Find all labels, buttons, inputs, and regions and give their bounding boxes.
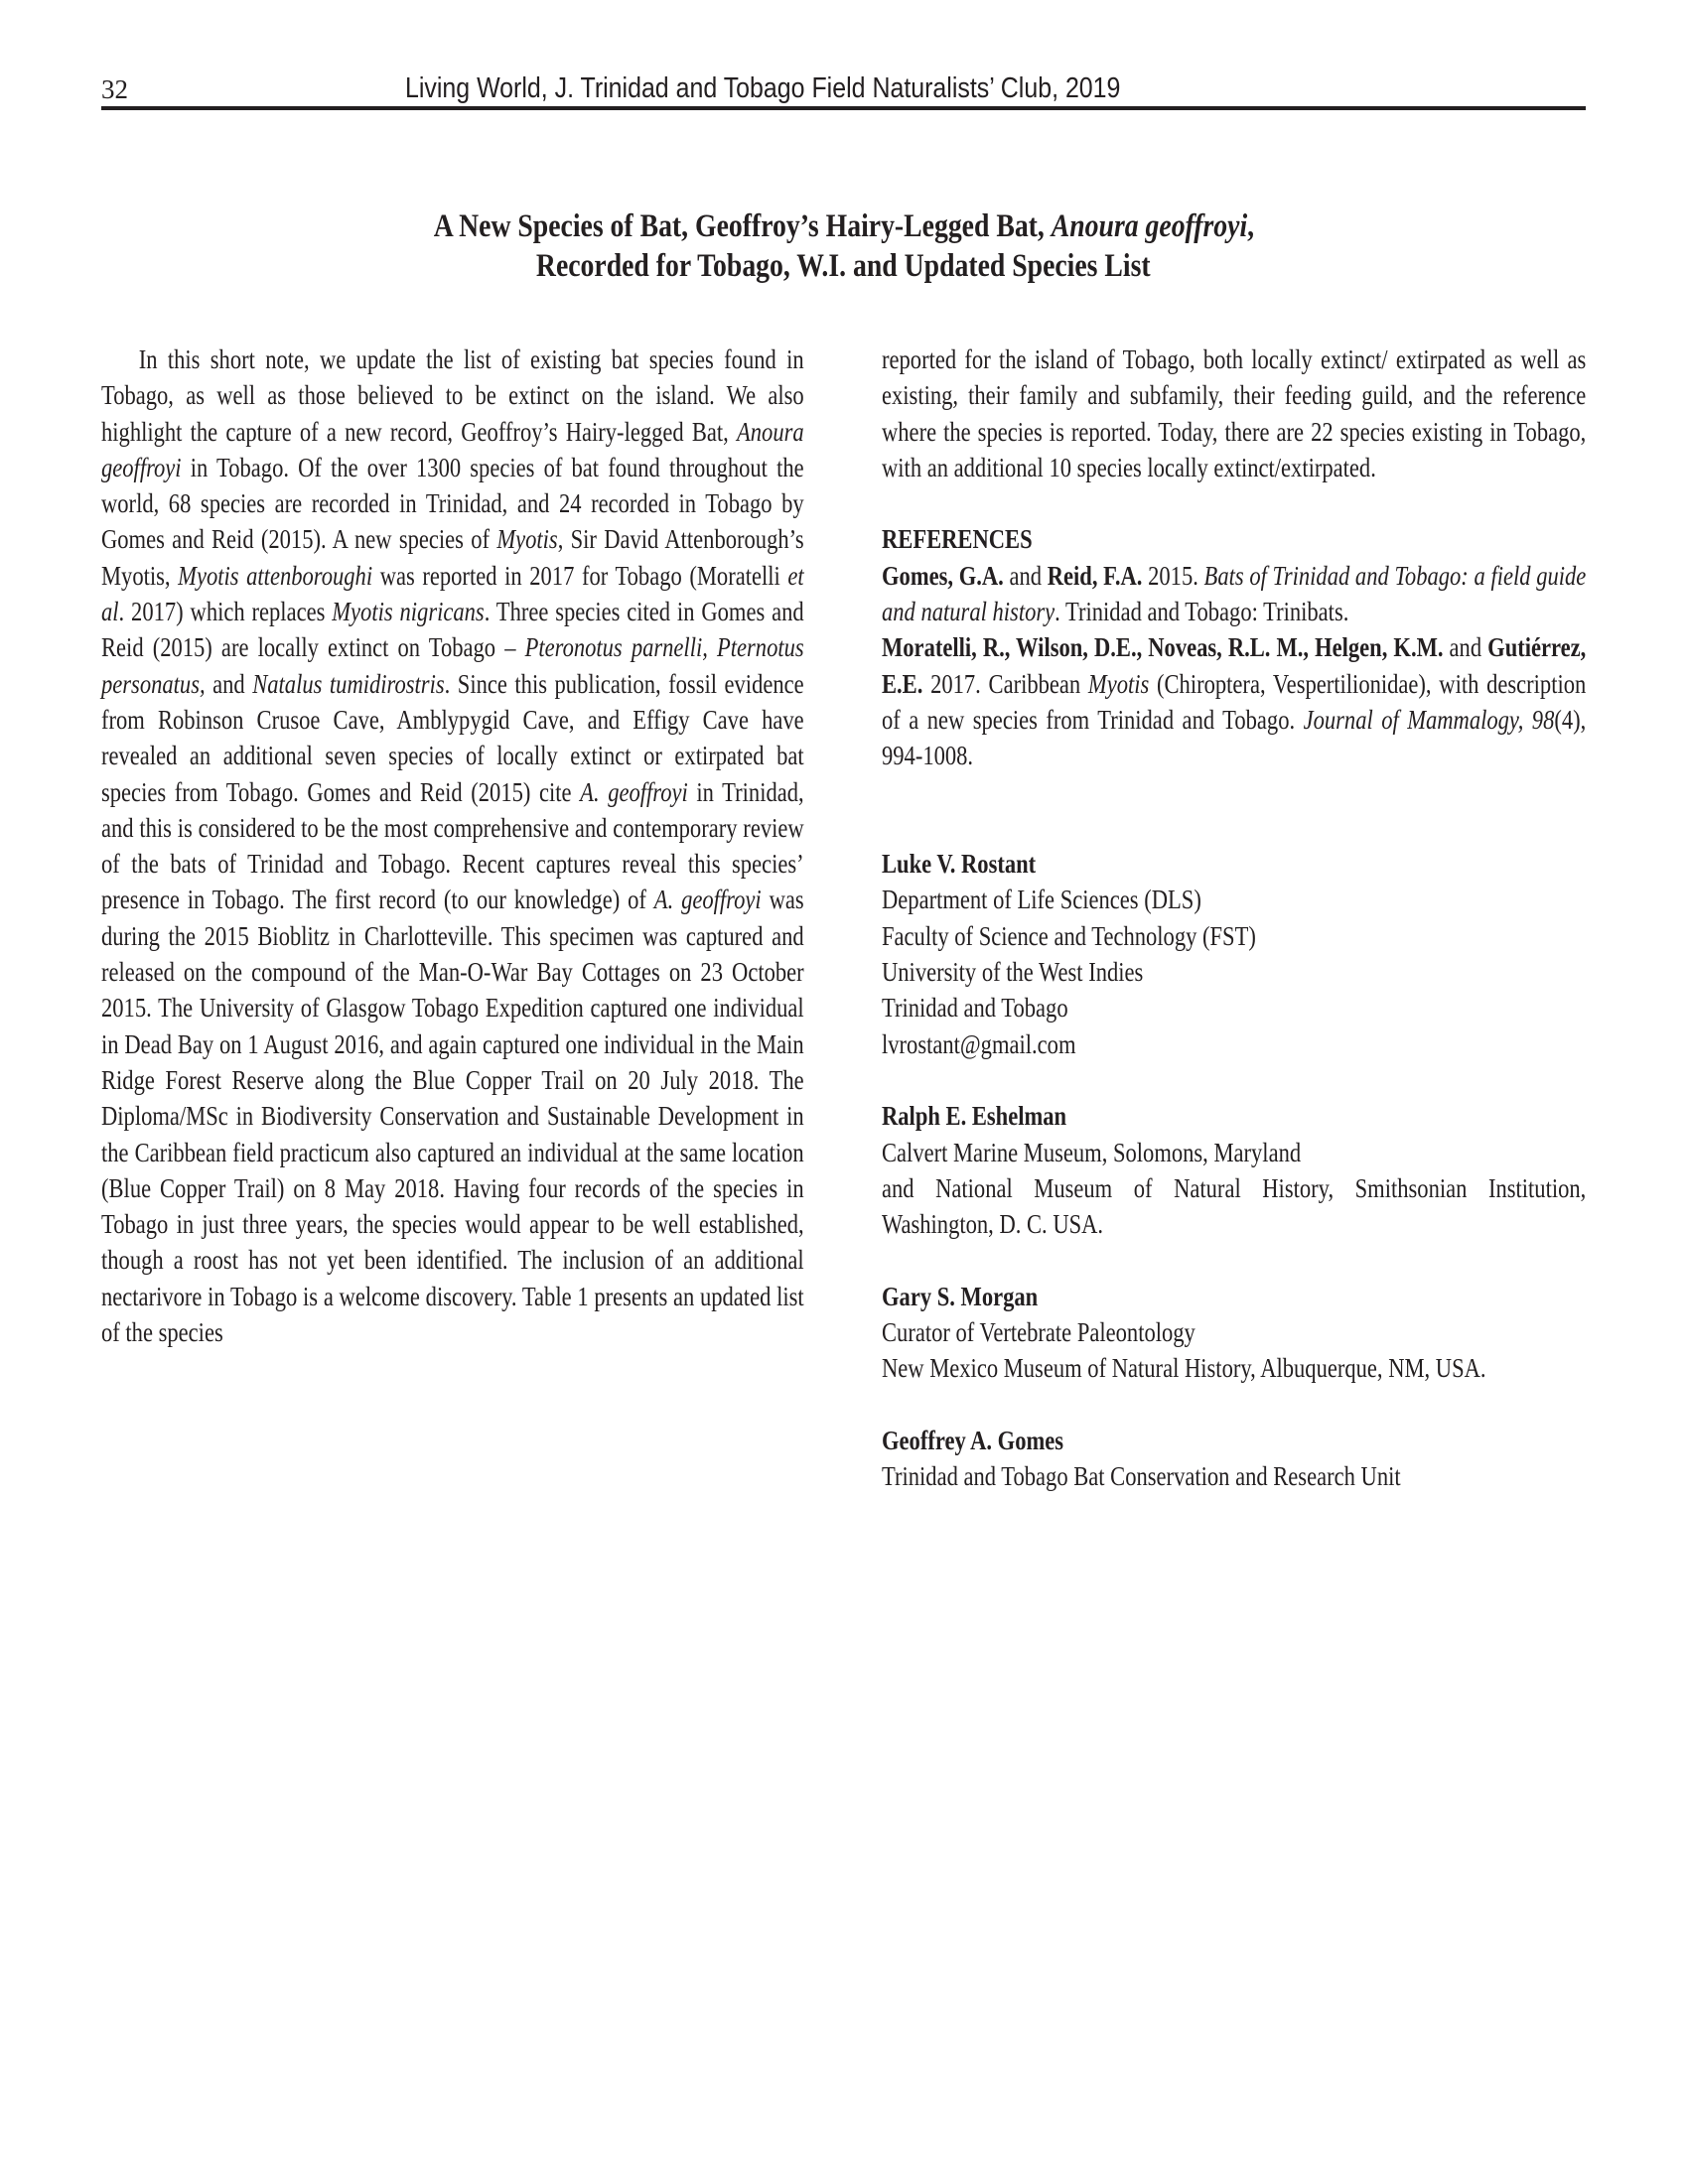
spacer	[882, 1242, 1586, 1278]
author-affiliations	[882, 846, 1586, 1494]
text-run: A New Species of Bat, Geoffroy’s Hairy-Legged Bat,	[433, 208, 1052, 244]
author-affiliation-line: Trinidad and Tobago	[882, 992, 1068, 1024]
author-affiliation-line: Calvert Marine Museum, Solomons, Maryland	[882, 1136, 1302, 1167]
text-run: was during the 2015 Bioblitz in Charlotteville. This specimen was captured and released on the compound of the Man-O-War Bay Cottages on 23 October 2015. The University of Glasgow Tobago Expedition captured one individual in Dead Bay on 1 August 2016, and again captured one individual in the Main Ridge Forest Reserve along the Blue Copper Trail on 20 July 2018. The Diploma/MSc in Biodiversity Conservation and Sustainable Development in the Caribbean field practicum also captured an individual at the same location (Blue Copper Trail) on 8 May 2018. Having four records of the species in Tobago in just three years, the species would appear to be well established, though a roost has not yet been identified. The inclusion of an additional nectarivore in Tobago is a welcome discovery. Table 1 presents an updated list of the species	[101, 884, 804, 1348]
text-run: and	[205, 667, 253, 699]
author-affiliation-line: University of the West Indies	[882, 956, 1144, 988]
italic-run: Myotis	[496, 523, 558, 555]
spacer	[882, 485, 1586, 521]
author-affiliation-line: New Mexico Museum of Natural History, Albuquerque, NM, USA.	[882, 1352, 1486, 1384]
header-rule	[101, 106, 1586, 110]
text-run: ,	[1246, 208, 1254, 244]
bold-run: Gomes, G.A.	[882, 559, 1004, 591]
italic-run: A. geoffroyi	[653, 884, 762, 915]
text-run: in Tobago. Of the over 1300 species of bat found throughout the world, 68 species are recorded in Trinidad, and 24 recorded in Tobago by Gomes and Reid (2015). A new species of	[101, 451, 804, 555]
right-column	[882, 341, 1586, 1495]
italic-run: Natalus tumidirostris	[252, 667, 445, 699]
title-line-2-text	[536, 246, 1151, 286]
italic-run: Anoura geoffroyi	[1051, 208, 1247, 244]
title-line-2	[101, 246, 1586, 286]
italic-run: Pteronotus parnelli, Pternotus personatus,	[101, 631, 804, 699]
text-run: was reported in 2017 for Tobago (Moratelli	[372, 559, 788, 591]
journal-name: Living World, J. Trinidad and Tobago Field Naturalists’ Club, 2019	[405, 72, 1121, 104]
bold-run: Reid, F.A.	[1047, 559, 1143, 591]
spacer	[882, 1387, 1586, 1423]
spacer	[882, 1062, 1586, 1098]
author-affiliation-line: Curator of Vertebrate Paleontology	[882, 1316, 1196, 1348]
italic-run: Myotis	[1087, 667, 1150, 699]
page-number: 32	[101, 74, 128, 104]
reference-item	[882, 629, 1586, 773]
title-line-1	[101, 206, 1586, 246]
text-run: In this short note, we update the list of existing bat species found in Tobago, as well as those believed to be extinct on the island. We also highlight the capture of a new record, Geoffroy’s Hairy-legged Bat,	[101, 343, 804, 447]
spacer	[882, 774, 1586, 847]
author-name: Gary S. Morgan	[882, 1280, 1039, 1311]
italic-run: Anoura geoffroyi	[101, 415, 804, 482]
text-run: and	[1003, 559, 1048, 591]
body-paragraph	[101, 341, 804, 1350]
text-run: . Three species cited in Gomes and Reid (2015) are locally extinct on Tobago –	[101, 596, 804, 663]
text-run: (Chiroptera, Vespertilionidae), with description of a new species from Trinidad and Tobago.	[882, 667, 1587, 735]
text-run: 2017. Caribbean	[922, 667, 1088, 699]
text-run: and	[1443, 631, 1488, 663]
running-head-bar	[101, 71, 1586, 107]
italic-run: et al	[101, 559, 804, 627]
text-run: (4), 994-1008.	[882, 703, 1587, 771]
text-run: Recorded for Tobago, W.I. and Updated Species List	[536, 248, 1151, 284]
article-title	[101, 206, 1586, 286]
text-run: . Trinidad and Tobago: Trinibats.	[1055, 596, 1349, 627]
text-run: . 2017) which replaces	[118, 596, 333, 627]
author-affiliation-line: Department of Life Sciences (DLS)	[882, 884, 1201, 915]
left-column	[101, 341, 804, 1350]
body-paragraph-continuation: reported for the island of Tobago, both locally extinct/ extirpated as well as existing, their family and subfamily, their feeding guild, and the reference where the species is reported. Today, there are 22 species existing in Tobago, with an additional 10 species locally extinct/extirpated.	[882, 343, 1587, 482]
references-heading: REFERENCES	[882, 523, 1033, 555]
author-name: Luke V. Rostant	[882, 848, 1037, 880]
italic-run: Myotis nigricans	[332, 596, 485, 627]
author-affiliation-line: Faculty of Science and Technology (FST)	[882, 919, 1256, 951]
author-affiliation-line: and National Museum of Natural History, Smithsonian Institution, Washington, D. C. USA.	[882, 1171, 1587, 1240]
title-line-1-text	[433, 206, 1253, 246]
bold-run: Moratelli, R., Wilson, D.E., Noveas, R.L. M., Helgen, K.M.	[882, 631, 1444, 663]
text-run: , Sir David Attenborough’s Myotis,	[101, 523, 804, 591]
bold-run: Gutiérrez, E.E.	[882, 631, 1587, 699]
italic-run: Bats of Trinidad and Tobago: a field guide and natural history	[882, 559, 1587, 627]
text-run: in Trinidad, and this is considered to be the most comprehensive and contemporary review of the bats of Trinidad and Tobago. Recent captures reveal this species’ presence in Tobago. The first record (to our knowledge) of	[101, 775, 804, 915]
italic-run: Journal of Mammalogy, 98	[1303, 703, 1555, 735]
text-run: . Since this publication, fossil evidence from Robinson Crusoe Cave, Amblypygid Cave, and Effigy Cave have revealed an additional seven species of locally extinct or extirpated bat species from Tobago. Gomes and Reid (2015) cite	[101, 667, 804, 807]
text-run: 2015.	[1142, 559, 1204, 591]
italic-run: Myotis attenboroughi	[178, 559, 373, 591]
author-name: Geoffrey A. Gomes	[882, 1424, 1064, 1455]
reference-item	[882, 558, 1586, 630]
author-affiliation-line: Trinidad and Tobago Bat Conservation and Research Unit	[882, 1460, 1401, 1492]
author-email[interactable]: lvrostant@gmail.com	[882, 1027, 1076, 1059]
author-name: Ralph E. Eshelman	[882, 1100, 1067, 1132]
italic-run: A. geoffroyi	[580, 775, 688, 807]
